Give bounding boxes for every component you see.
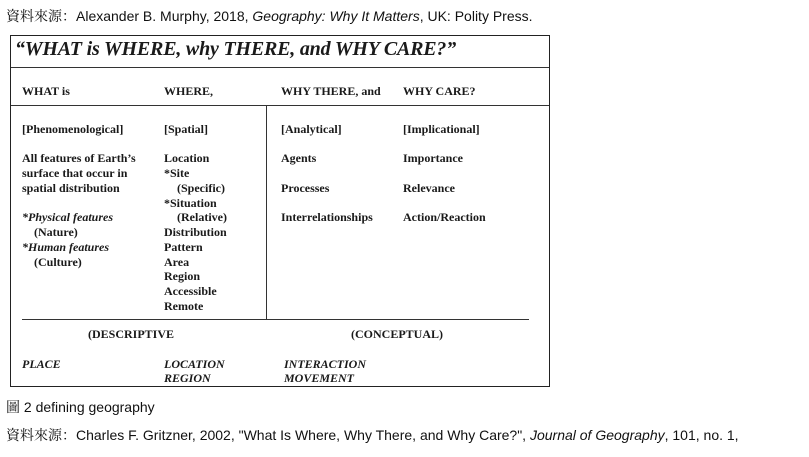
source-publisher: , UK: Polity Press.: [419, 8, 533, 24]
source-journal: Journal of Geography: [529, 427, 665, 443]
physical-features: *Physical features: [22, 210, 113, 224]
column-divider: [266, 105, 267, 319]
where-item: Accessible: [164, 284, 217, 298]
category-spatial: [Spatial]: [164, 122, 209, 136]
conceptual-label: (CONCEPTUAL): [351, 327, 443, 341]
source-prefix: 資料來源：: [6, 8, 76, 24]
why-care-item: Action/Reaction: [403, 210, 486, 224]
figure-title: “WHAT is WHERE, why THERE, and WHY CARE?”: [15, 38, 456, 60]
source-author-article: Charles F. Gritzner, 2002, "What Is Where, Why There, and Why Care?",: [76, 427, 530, 443]
culture-label: (Culture): [34, 255, 82, 269]
where-item: Distribution: [164, 225, 227, 239]
col1-description-line: spatial distribution: [22, 181, 120, 195]
col1-description-line: All features of Earth’s: [22, 151, 136, 165]
human-features: *Human features: [22, 240, 110, 254]
why-care-item: Relevance: [403, 181, 455, 195]
where-item: Pattern: [164, 240, 203, 254]
where-item: *Site: [164, 166, 190, 180]
header-where: WHERE,: [164, 84, 214, 98]
why-care-item: Importance: [403, 151, 463, 165]
col1-description-line: surface that occur in: [22, 166, 128, 180]
place-label: PLACE: [22, 357, 61, 371]
category-analytical: [Analytical]: [281, 122, 342, 136]
why-there-item: Agents: [281, 151, 317, 165]
category-phenomenological: [Phenomenological]: [22, 122, 124, 136]
header-why-there: WHY THERE, and: [281, 84, 381, 98]
why-there-item: Processes: [281, 181, 330, 195]
geography-figure: [10, 35, 550, 387]
header-divider: [11, 105, 549, 106]
where-item: Location: [164, 151, 210, 165]
region-label: REGION: [164, 371, 211, 385]
where-item: *Situation: [164, 196, 217, 210]
where-item: (Relative): [177, 210, 227, 224]
interaction-label: INTERACTION: [284, 357, 367, 371]
why-there-item: Interrelationships: [281, 210, 373, 224]
source-citation-bottom: [6, 426, 739, 444]
where-item: Remote: [164, 299, 204, 313]
source-author-year: Alexander B. Murphy, 2018,: [76, 8, 253, 24]
descriptive-label: (DESCRIPTIVE: [88, 327, 175, 341]
source-book-title: Geography: Why It Matters: [252, 8, 420, 24]
header-why-care: WHY CARE?: [403, 84, 476, 98]
movement-label: MOVEMENT: [284, 371, 355, 385]
source-citation-top: [6, 7, 533, 25]
figure-caption: 圖 2 defining geography: [6, 399, 155, 415]
source-volume: , 101, no. 1,: [664, 427, 739, 443]
header-what-is: WHAT is: [22, 84, 70, 98]
where-item: Area: [164, 255, 190, 269]
location-label: LOCATION: [164, 357, 225, 371]
lower-divider: [22, 319, 529, 320]
title-divider: [11, 67, 549, 68]
category-implicational: [Implicational]: [403, 122, 480, 136]
nature-label: (Nature): [34, 225, 78, 239]
where-item: Region: [164, 269, 200, 283]
source-prefix: 資料來源：: [6, 427, 76, 443]
where-item: (Specific): [177, 181, 225, 195]
